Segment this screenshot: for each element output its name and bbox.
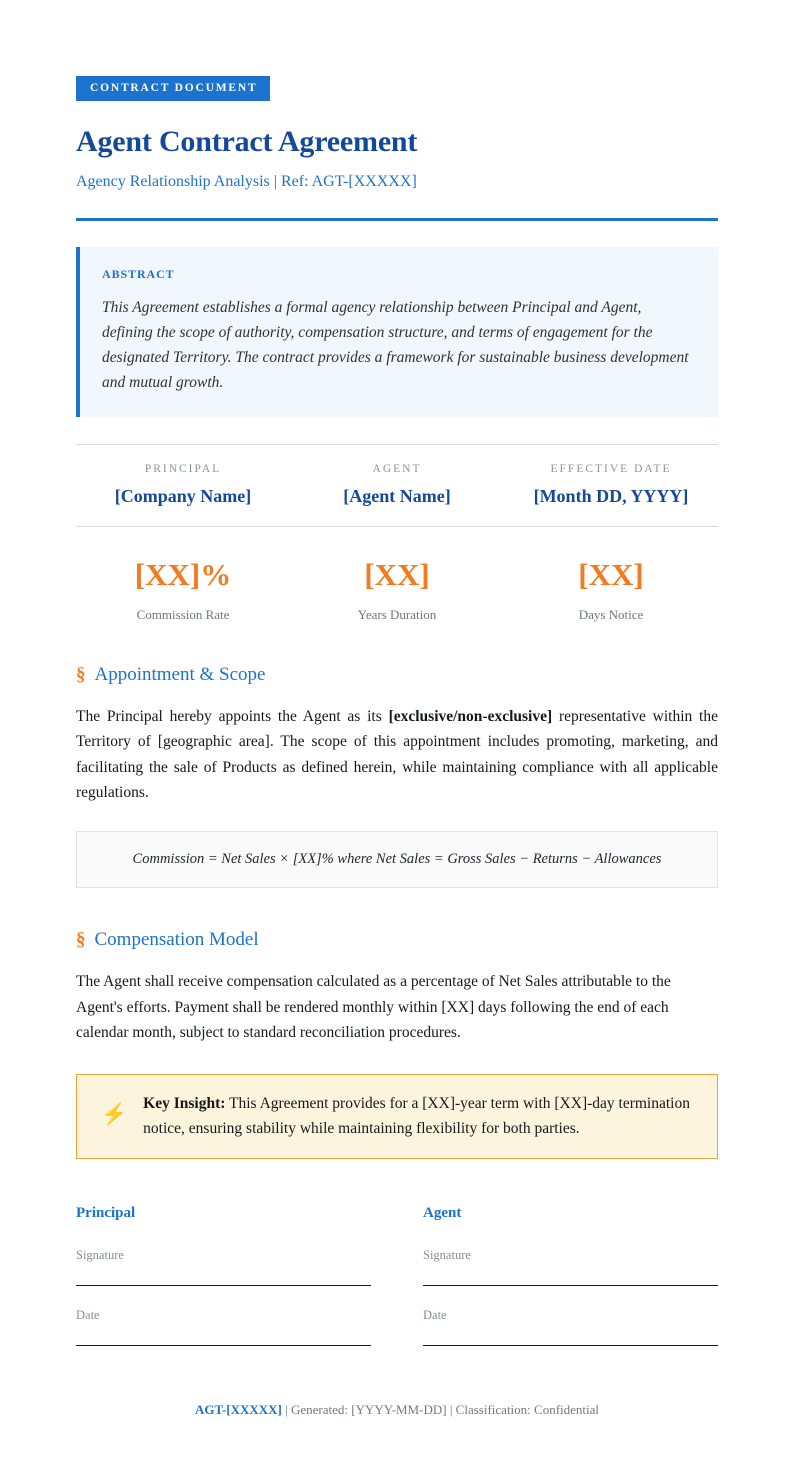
document-type-badge: CONTRACT DOCUMENT (76, 76, 270, 101)
lightning-bolt-icon: ⚡ (101, 1101, 128, 1126)
body-text-part: The Principal hereby appoints the Agent as its (76, 707, 389, 725)
section-heading-compensation (76, 929, 718, 952)
document-subtitle: Agency Relationship Analysis | Ref: AGT-[XXXXX] (76, 173, 417, 191)
abstract-text: This Agreement establishes a formal agency relationship between Principal and Agent, defining the scope of authority, compensation structure, and terms of engagement for the designated Territory. The contract provides a framework for sustainable business development and mutual growth. (102, 299, 689, 392)
body-text-emphasis: [exclusive/non-exclusive] (388, 707, 553, 725)
key-insight-callout (76, 1074, 718, 1159)
body-text-part: representative within the Territory of [geographic area]. The scope of this appointment includes promoting, marketing, and facilitating the sale of Products as defined herein, while maintaining compliance with all applicable regulations. (76, 707, 718, 802)
metadata-value: [Month DD, YYYY] (533, 486, 689, 507)
page-title: Agent Contract Agreement (76, 124, 418, 158)
date-field-label: Date (423, 1307, 447, 1322)
section-heading-label: Appointment & Scope (94, 663, 266, 685)
stat-label: Years Duration (357, 606, 437, 622)
signature-block-agent (423, 1205, 718, 1346)
metadata-label: EFFECTIVE DATE (550, 463, 672, 476)
callout-label: Key Insight: (143, 1094, 226, 1112)
signature-block-principal (76, 1205, 371, 1346)
abstract-panel (76, 247, 718, 417)
signature-line[interactable] (423, 1285, 718, 1286)
section-heading-appointment (76, 664, 718, 687)
signature-party-label: Principal (76, 1204, 136, 1221)
formula-text: Commission = Net Sales × [XX]% where Net Sales = Gross Sales − Returns − Allowances (132, 850, 662, 867)
stats-row (76, 558, 718, 623)
stat-commission-rate (76, 558, 290, 623)
footer-reference: AGT-[XXXXX] (194, 1401, 282, 1417)
metadata-row (76, 444, 718, 527)
section-mark-icon: § (76, 663, 86, 685)
metadata-value: [Company Name] (114, 486, 252, 507)
signature-field-label: Signature (423, 1247, 471, 1262)
abstract-label: ABSTRACT (102, 267, 175, 282)
footer-meta: | Generated: [YYYY-MM-DD] | Classification: Confidential (281, 1401, 600, 1417)
date-line[interactable] (423, 1345, 718, 1346)
document-footer (76, 1402, 718, 1478)
signature-field-label: Signature (76, 1247, 124, 1262)
signature-party-label: Agent (423, 1204, 462, 1221)
stat-label: Days Notice (578, 606, 644, 622)
metadata-value: [Agent Name] (343, 486, 451, 507)
stat-value: [XX]% (134, 557, 232, 593)
section-heading-label: Compensation Model (94, 929, 259, 951)
section-body-appointment (76, 704, 718, 806)
stat-label: Commission Rate (136, 606, 230, 622)
signature-line[interactable] (76, 1285, 371, 1286)
title-divider (76, 218, 718, 221)
metadata-item-agent (290, 463, 504, 507)
formula-box (76, 831, 718, 888)
stat-years-duration (290, 558, 504, 623)
signature-row (76, 1205, 718, 1346)
metadata-label: AGENT (372, 463, 422, 476)
section-body-compensation: The Agent shall receive compensation calculated as a percentage of Net Sales attributable to the Agent's efforts. Payment shall be rendered monthly within [XX] days following the end of each calendar month, subject to standard reconciliation procedures. (76, 973, 671, 1042)
stat-days-notice (504, 558, 718, 623)
stat-value: [XX] (578, 557, 644, 593)
callout-text (143, 1091, 697, 1141)
metadata-item-principal (76, 463, 290, 507)
date-line[interactable] (76, 1345, 371, 1346)
section-mark-icon: § (76, 929, 86, 951)
metadata-label: PRINCIPAL (144, 463, 222, 476)
document-header (76, 76, 718, 221)
callout-body: This Agreement provides for a [XX]-year term with [XX]-day termination notice, ensuring stability while maintaining flexibility for both parties. (143, 1094, 690, 1137)
metadata-item-effective-date (504, 463, 718, 507)
date-field-label: Date (76, 1307, 100, 1322)
stat-value: [XX] (364, 557, 430, 593)
